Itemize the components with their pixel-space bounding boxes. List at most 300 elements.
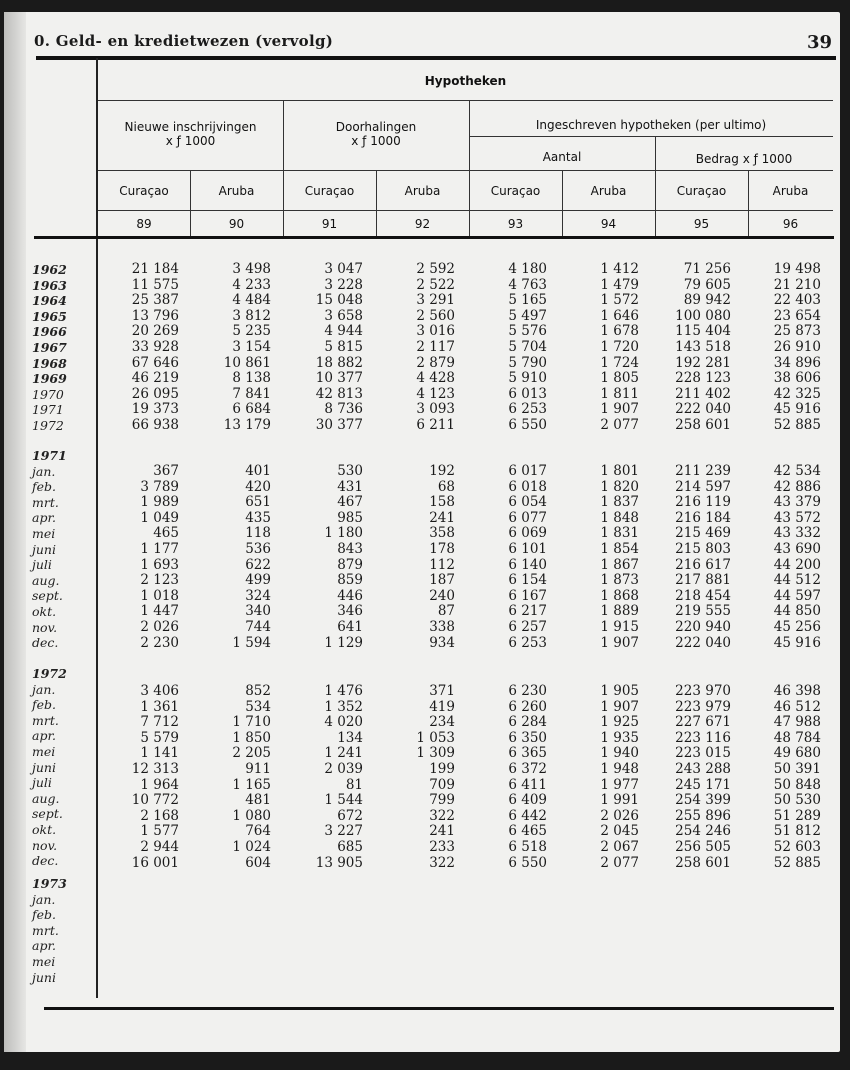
table-cell: 4 233: [232, 276, 271, 293]
stub-label: apr.: [32, 510, 57, 526]
table-cell: 222 040: [675, 401, 731, 418]
table-cell: 5 815: [324, 338, 363, 355]
table-cell: 338: [429, 618, 455, 635]
table-cell: 2 168: [140, 807, 179, 824]
table-cell: 622: [245, 556, 271, 573]
stub-label: jan.: [32, 891, 56, 907]
table-cell: 6 013: [508, 385, 547, 402]
table-cell: 8 138: [232, 370, 271, 387]
table-cell: 13 796: [131, 307, 179, 324]
table-cell: 2 077: [600, 854, 639, 871]
stub-label: feb.: [32, 697, 56, 713]
stub-label: mrt.: [32, 712, 59, 728]
table-cell: 79 605: [683, 276, 731, 293]
table-cell: 219 555: [675, 603, 731, 620]
table-cell: 1 572: [600, 292, 639, 309]
table-cell: 2 045: [600, 823, 639, 840]
table-cell: 67 646: [131, 354, 179, 371]
table-cell: 346: [337, 603, 363, 620]
table-cell: 1 915: [600, 618, 639, 635]
table-cell: 10 377: [315, 370, 363, 387]
table-cell: 118: [245, 525, 271, 542]
table-cell: 2 592: [416, 261, 455, 277]
table-cell: 6 018: [508, 478, 547, 495]
col-group-doorhalingen-label: Doorhalingen: [335, 120, 417, 134]
stub-label: 1963: [32, 277, 67, 293]
table-cell: 467: [337, 494, 363, 511]
col-group-nieuwe-unit: x ƒ 1000: [165, 134, 216, 148]
table-cell: 81: [345, 776, 363, 793]
stub-label: apr.: [32, 728, 57, 744]
header-rule: [98, 210, 833, 211]
table-cell: 13 179: [223, 416, 271, 433]
table-cell: 5 235: [232, 323, 271, 340]
table-cell: 7 841: [232, 385, 271, 402]
table-cell: 46 219: [131, 370, 179, 387]
table-cell: 1 180: [324, 525, 363, 542]
table-cell: 45 916: [773, 401, 821, 418]
table-cell: 22 403: [773, 292, 821, 309]
table-cell: 322: [429, 807, 455, 824]
table-row: [99, 526, 834, 542]
table-cell: 419: [429, 698, 455, 715]
table-row: [99, 715, 834, 731]
table-cell: 43 332: [773, 525, 821, 542]
table-cell: 38 606: [773, 370, 821, 387]
table-cell: 192: [429, 463, 455, 479]
stub-year-label: 1972: [32, 666, 67, 681]
table-cell: 254 399: [675, 792, 731, 809]
table-cell: 5 790: [508, 354, 547, 371]
table-cell: 240: [429, 587, 455, 604]
table-row: [99, 402, 834, 418]
table-cell: 1 831: [600, 525, 639, 542]
table-cell: 3 154: [232, 338, 271, 355]
table-cell: 1 577: [140, 823, 179, 840]
table-row: [99, 480, 834, 496]
table-cell: 536: [245, 540, 271, 557]
table-cell: 6 167: [508, 587, 547, 604]
table-cell: 5 579: [140, 729, 179, 746]
table-cell: 255 896: [675, 807, 731, 824]
table-cell: 709: [429, 776, 455, 793]
table-cell: 199: [429, 760, 455, 777]
table-row: [99, 684, 834, 700]
table-cell: 324: [245, 587, 271, 604]
col-group-doorhalingen: [283, 120, 469, 148]
table-cell: 4 123: [416, 385, 455, 402]
table-cell: 1 049: [140, 509, 179, 526]
table-cell: 1 905: [600, 683, 639, 699]
table-cell: 258 601: [675, 416, 731, 433]
table-cell: 1 907: [600, 634, 639, 651]
table-row: [99, 793, 834, 809]
table-cell: 215 803: [675, 540, 731, 557]
stub-label: jan.: [32, 463, 56, 479]
table-cell: 4 944: [324, 323, 363, 340]
col-num-95: 95: [693, 217, 710, 231]
table-cell: 7 712: [140, 714, 179, 731]
table-cell: 604: [245, 854, 271, 871]
stub-label: mei: [32, 954, 56, 969]
stub-label: apr.: [32, 938, 57, 954]
table-cell: 223 116: [675, 729, 731, 746]
header-rule: [469, 136, 833, 137]
header-bottom-rule: [34, 236, 834, 239]
table-cell: 1 720: [600, 338, 639, 355]
table-row: [99, 387, 834, 403]
table-cell: 5 497: [508, 307, 547, 324]
stub-label: 1967: [32, 340, 67, 355]
table-cell: 2 205: [232, 745, 271, 762]
table-cell: 672: [337, 807, 363, 824]
table-cell: 50 530: [773, 792, 821, 809]
table-cell: 2 879: [416, 354, 455, 371]
stub-label: juni: [32, 541, 56, 557]
table-cell: 1 678: [600, 323, 639, 340]
table-cell: 1 165: [232, 776, 271, 793]
table-cell: 1 850: [232, 729, 271, 746]
table-cell: 50 848: [773, 776, 821, 793]
stub-label: sept.: [32, 806, 63, 822]
table-cell: 68: [437, 478, 455, 495]
table-row: [99, 495, 834, 511]
col-num-89: 89: [136, 217, 152, 231]
table-cell: 16 001: [131, 854, 179, 871]
table-cell: 852: [245, 683, 271, 699]
table-cell: 18 882: [315, 354, 363, 371]
table-cell: 1 854: [600, 540, 639, 557]
table-cell: 100 080: [675, 307, 731, 324]
table-cell: 45 916: [773, 634, 821, 651]
table-row: [99, 309, 834, 325]
table-cell: 178: [429, 540, 455, 557]
table-cell: 241: [429, 823, 455, 840]
table-cell: 6 372: [508, 760, 547, 777]
table-cell: 245 171: [675, 776, 731, 793]
monthly-1972-data-block: [99, 684, 834, 871]
table-cell: 211 239: [675, 463, 731, 479]
table-cell: 6 409: [508, 792, 547, 809]
table-cell: 228 123: [675, 370, 731, 387]
table-cell: 2 039: [324, 760, 363, 777]
table-cell: 6 350: [508, 729, 547, 746]
table-cell: 158: [429, 494, 455, 511]
col-group-nieuwe-label: Nieuwe inschrijvingen: [124, 120, 257, 134]
table-cell: 66 938: [131, 416, 179, 433]
group-title-hypotheken: Hypotheken: [424, 74, 507, 88]
table-row: [99, 809, 834, 825]
table-cell: 44 597: [773, 587, 821, 604]
table-cell: 3 047: [324, 261, 363, 277]
table-cell: 1 361: [140, 698, 179, 715]
table-cell: 8 736: [324, 401, 363, 418]
table-cell: 465: [153, 525, 179, 542]
table-cell: 21 184: [131, 261, 179, 277]
table-cell: 1 848: [600, 509, 639, 526]
table-cell: 1 693: [140, 556, 179, 573]
table-cell: 1 907: [600, 401, 639, 418]
table-cell: 879: [337, 556, 363, 573]
table-cell: 42 325: [773, 385, 821, 402]
table-row: [99, 262, 834, 278]
table-cell: 33 928: [131, 338, 179, 355]
table-cell: 211 402: [675, 385, 731, 402]
stub-label: aug.: [32, 790, 60, 806]
table-cell: 19 373: [131, 401, 179, 418]
stub-label: juli: [32, 557, 52, 573]
table-row: [99, 542, 834, 558]
document-page: [4, 12, 840, 1052]
col-head-4: Aruba: [404, 184, 441, 198]
table-cell: 71 256: [683, 261, 731, 277]
stub-label: 1971: [32, 402, 64, 418]
table-cell: 2 026: [140, 618, 179, 635]
table-cell: 13 905: [315, 854, 363, 871]
stub-label: 1964: [32, 293, 67, 309]
table-row: [99, 293, 834, 309]
col-num-92: 92: [414, 217, 431, 231]
table-cell: 2 944: [140, 838, 179, 855]
col-head-2: Aruba: [218, 184, 255, 198]
table-row: [99, 762, 834, 778]
table-cell: 45 256: [773, 618, 821, 635]
table-row: [99, 558, 834, 574]
table-cell: 218 454: [675, 587, 731, 604]
table-cell: 143 518: [675, 338, 731, 355]
table-cell: 6 140: [508, 556, 547, 573]
table-cell: 2 026: [600, 807, 639, 824]
table-cell: 6 017: [508, 463, 547, 479]
table-cell: 223 970: [675, 683, 731, 699]
table-cell: 26 095: [131, 385, 179, 402]
table-cell: 15 048: [315, 292, 363, 309]
table-cell: 3 016: [416, 323, 455, 340]
table-row: [99, 573, 834, 589]
table-row: [99, 840, 834, 856]
table-cell: 1 989: [140, 494, 179, 511]
table-cell: 1 977: [600, 776, 639, 793]
table-cell: 42 886: [773, 478, 821, 495]
stub-label: 1965: [32, 308, 67, 324]
table-cell: 4 428: [416, 370, 455, 387]
table-cell: 499: [245, 572, 271, 589]
table-cell: 6 101: [508, 540, 547, 557]
table-cell: 371: [429, 683, 455, 699]
table-cell: 1 991: [600, 792, 639, 809]
stub-label: 1968: [32, 355, 67, 371]
table-cell: 1 646: [600, 307, 639, 324]
table-cell: 530: [337, 463, 363, 479]
table-row: [99, 700, 834, 716]
table-cell: 47 988: [773, 714, 821, 731]
table-cell: 3 093: [416, 401, 455, 418]
stub-label: mrt.: [32, 494, 59, 510]
stub-label: juni: [32, 759, 56, 775]
table-cell: 1 837: [600, 494, 639, 511]
table-cell: 52 885: [773, 854, 821, 871]
table-cell: 11 575: [131, 276, 179, 293]
table-cell: 241: [429, 509, 455, 526]
table-row: [99, 856, 834, 872]
stub-label: dec.: [32, 853, 59, 869]
table-cell: 89 942: [683, 292, 731, 309]
col-num-94: 94: [600, 217, 617, 231]
table-cell: 6 257: [508, 618, 547, 635]
table-cell: 2 067: [600, 838, 639, 855]
table-cell: 3 291: [416, 292, 455, 309]
table-cell: 1 141: [140, 745, 179, 762]
table-cell: 223 979: [675, 698, 731, 715]
table-cell: 134: [337, 729, 363, 746]
table-cell: 401: [245, 463, 271, 479]
table-cell: 340: [245, 603, 271, 620]
table-cell: 6 154: [508, 572, 547, 589]
table-cell: 641: [337, 618, 363, 635]
table-cell: 1 018: [140, 587, 179, 604]
table-cell: 234: [429, 714, 455, 731]
table-cell: 20 269: [131, 323, 179, 340]
stub-label: okt.: [32, 822, 57, 837]
table-cell: 934: [429, 634, 455, 651]
stub-label: aug.: [32, 572, 60, 588]
table-cell: 6 684: [232, 401, 271, 418]
page-number: 39: [806, 32, 832, 53]
stub-label: okt.: [32, 604, 57, 619]
col-head-3: Curaçao: [304, 184, 355, 198]
table-cell: 192 281: [675, 354, 731, 371]
table-cell: 52 885: [773, 416, 821, 433]
col-group-ingeschreven: Ingeschreven hypotheken (per ultimo): [535, 118, 767, 132]
stub-label: 1962: [32, 262, 67, 277]
table-cell: 3 227: [324, 823, 363, 840]
table-cell: 1 724: [600, 354, 639, 371]
stub-label: sept.: [32, 588, 63, 604]
header-rule: [98, 100, 833, 101]
table-cell: 12 313: [131, 760, 179, 777]
table-cell: 1 867: [600, 556, 639, 573]
col-group-nieuwe: [98, 120, 283, 148]
table-cell: 6 211: [416, 416, 455, 433]
table-row: [99, 324, 834, 340]
table-cell: 43 572: [773, 509, 821, 526]
col-head-6: Aruba: [590, 184, 627, 198]
table-cell: 3 658: [324, 307, 363, 324]
col-num-91: 91: [321, 217, 338, 231]
stub-label: juni: [32, 969, 56, 985]
section-title: 0. Geld- en kredietwezen (vervolg): [34, 32, 334, 50]
stub-label: 1972: [32, 418, 64, 433]
table-row: [99, 620, 834, 636]
table-cell: 4 020: [324, 714, 363, 731]
monthly-1971-data-block: [99, 464, 834, 651]
table-cell: 1 447: [140, 603, 179, 620]
table-cell: 25 387: [131, 292, 179, 309]
table-cell: 1 907: [600, 698, 639, 715]
stub-label: jan.: [32, 681, 56, 697]
col-group-aantal: Aantal: [542, 150, 582, 164]
table-cell: 1 873: [600, 572, 639, 589]
table-cell: 4 484: [232, 292, 271, 309]
stub-label: mei: [32, 526, 56, 541]
table-cell: 44 200: [773, 556, 821, 573]
table-cell: 51 812: [773, 823, 821, 840]
table-row: [99, 824, 834, 840]
stub-label: dec.: [32, 635, 59, 651]
col-head-1: Curaçao: [119, 184, 169, 198]
table-cell: 3 812: [232, 307, 271, 324]
table-cell: 1 080: [232, 807, 271, 824]
table-cell: 216 184: [675, 509, 731, 526]
stub-label: 1966: [32, 324, 67, 340]
table-cell: 1 710: [232, 714, 271, 731]
table-cell: 358: [429, 525, 455, 542]
table-cell: 1 479: [600, 276, 639, 293]
table-cell: 49 680: [773, 745, 821, 762]
table-row: [99, 278, 834, 294]
table-cell: 651: [245, 494, 271, 511]
table-row: [99, 636, 834, 652]
table-cell: 187: [429, 572, 455, 589]
stub-year-label: 1973: [32, 876, 67, 891]
stub-year-label: 1971: [32, 448, 67, 463]
table-cell: 3 789: [140, 478, 179, 495]
table-cell: 243 288: [675, 760, 731, 777]
table-cell: 43 690: [773, 540, 821, 557]
table-cell: 21 210: [773, 276, 821, 293]
table-cell: 42 813: [315, 385, 363, 402]
table-cell: 843: [337, 540, 363, 557]
col-head-7: Curaçao: [676, 184, 727, 198]
table-cell: 2 117: [416, 338, 455, 355]
stub-label: feb.: [32, 479, 56, 495]
header-rule: [98, 170, 833, 171]
table-cell: 1 940: [600, 745, 639, 762]
table-cell: 51 289: [773, 807, 821, 824]
table-cell: 48 784: [773, 729, 821, 746]
page-binding-edge: [4, 12, 26, 1052]
table-cell: 1 948: [600, 760, 639, 777]
table-cell: 5 576: [508, 323, 547, 340]
table-cell: 6 365: [508, 745, 547, 762]
stub-label: juli: [32, 775, 52, 791]
col-num-96: 96: [782, 217, 799, 231]
table-cell: 6 069: [508, 525, 547, 542]
table-cell: 3 498: [232, 261, 271, 277]
table-cell: 26 910: [773, 338, 821, 355]
table-cell: 50 391: [773, 760, 821, 777]
table-cell: 220 940: [675, 618, 731, 635]
table-row: [99, 371, 834, 387]
table-cell: 6 518: [508, 838, 547, 855]
table-cell: 3 406: [140, 683, 179, 699]
table-cell: 1 544: [324, 792, 363, 809]
stub-label: mrt.: [32, 922, 59, 938]
table-cell: 30 377: [315, 416, 363, 433]
table-cell: 1 935: [600, 729, 639, 746]
table-cell: 1 820: [600, 478, 639, 495]
table-cell: 52 603: [773, 838, 821, 855]
stub-label: 1969: [32, 371, 67, 387]
table-cell: 6 442: [508, 807, 547, 824]
stub-label: nov.: [32, 619, 58, 635]
table-row: [99, 604, 834, 620]
table-cell: 6 230: [508, 683, 547, 699]
table-cell: 420: [245, 478, 271, 495]
table-cell: 1 925: [600, 714, 639, 731]
table-cell: 19 498: [773, 261, 821, 277]
table-row: [99, 340, 834, 356]
